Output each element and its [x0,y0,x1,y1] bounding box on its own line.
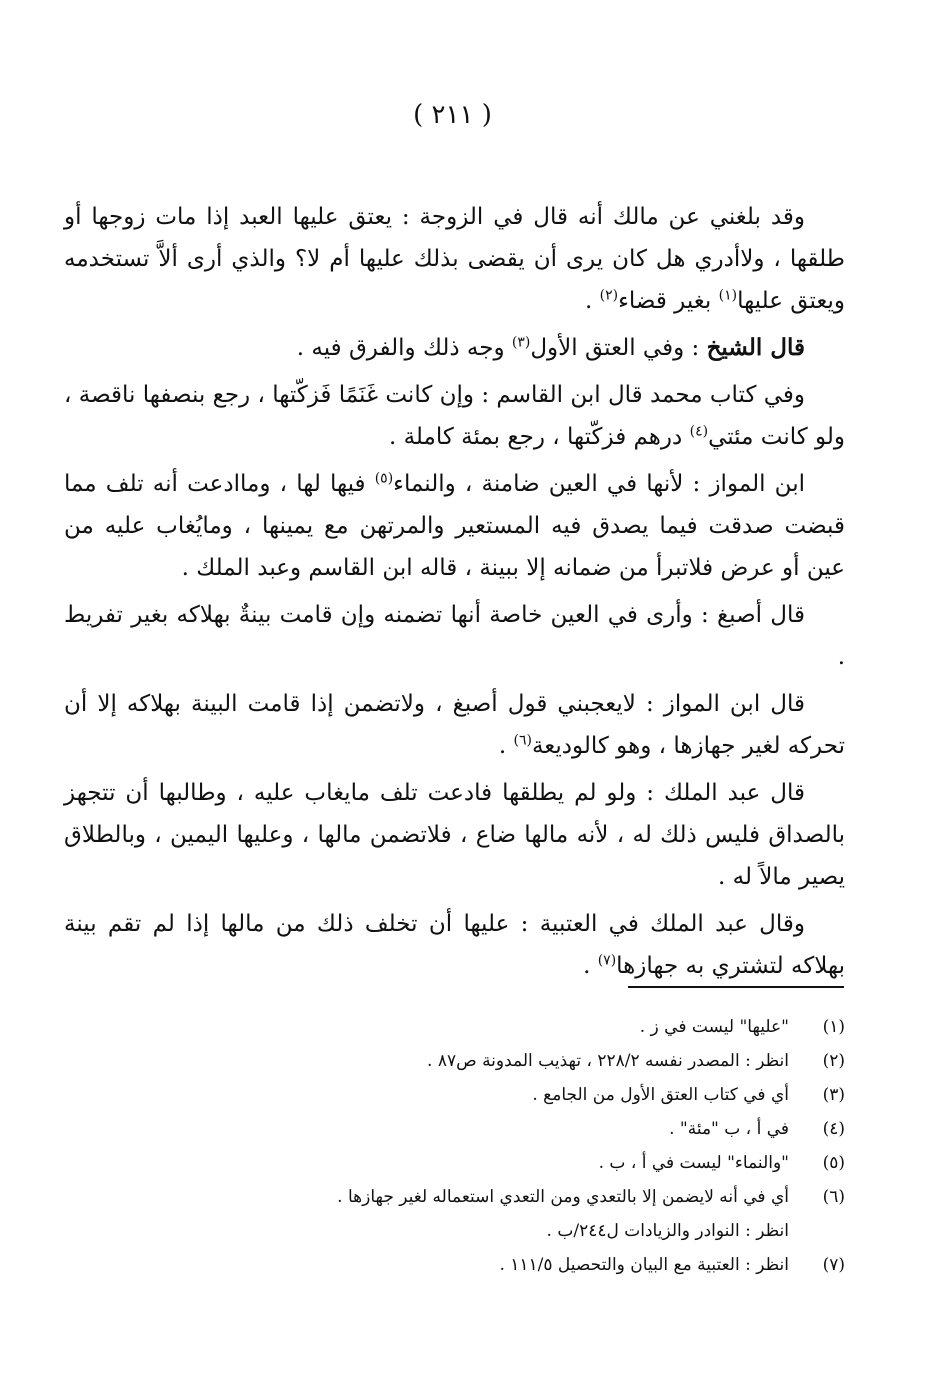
footnote-text: انظر : المصدر نفسه ٢٢٨/٢ ، تهذيب المدونة ص٨٧ . [427,1051,789,1071]
footnote [64,1180,845,1248]
footnote-text: في أ ، ب "مئة" . [669,1119,789,1139]
paragraph [64,683,845,767]
footnote [64,1078,845,1112]
footnote-number: (٢) [822,1051,845,1071]
paragraph-text: . [584,288,600,314]
paragraph-text: وقد بلغني عن مالك أنه قال في الزوجة : يعتق عليها العبد إذا مات زوجها أو طلقها ، ولاأدري هل كان يرى أن يقضى بذلك عليها أم لا؟ والذي أرى ألاَّ تستخدمه ويعتق عليها [64,204,845,314]
footnote-number: (١) [822,1017,845,1037]
footnote [64,1044,845,1078]
body-text [64,196,845,992]
paragraph-text: قال ابن المواز : لايعجبني قول أصبغ ، ولاتضمن إذا قامت البينة بهلاكه إلا أن تحركه لغير جهازها ، وهو كالوديعة [64,691,845,759]
paragraph-text: قال عبد الملك : ولو لم يطلقها فادعت تلف مايغاب عليه ، وطالبها أن تتجهز بالصداق فليس ذلك له ، لأنه مالها ضاع ، فلاتضمن مالها ، وعليها اليمين ، وبالطلاق يصير مالاً له . [64,780,845,890]
paragraph-text: . [583,953,598,979]
paragraph-text: . [498,733,514,759]
footnote-text: "والنماء" ليست في أ ، ب . [598,1153,789,1173]
footnote [64,1112,845,1146]
paragraph-text: وفي كتاب محمد قال ابن القاسم : وإن كانت غَنَمًا فَزكّتها ، رجع بنصفها ناقصة ، ولو كانت مئتي [64,382,845,450]
paragraph [64,327,845,369]
footnote-number: (٧) [822,1255,845,1275]
footnote-number: (٥) [822,1153,845,1173]
footnotes [64,1010,845,1282]
paragraph [64,196,845,322]
footnote-number: (٦) [822,1187,845,1207]
footnote-ref: (٧) [597,952,617,969]
paragraph-text: قال أصبغ : وأرى في العين خاصة أنها تضمنه وإن قامت بينةٌ بهلاكه بغير تفريط . [64,602,845,670]
paragraph [64,463,845,589]
paragraph-text: : وفي العتق الأول [530,335,707,361]
footnote [64,1248,845,1282]
footnote-text: انظر : النوادر والزيادات ل٢٤٤/ب . [546,1221,789,1241]
paragraph [64,903,845,987]
footnote-ref: (٣) [511,334,531,351]
speaker-label: قال الشيخ [706,334,805,361]
paragraph-text: بغير قضاء [618,288,719,314]
footnote-number: (٤) [822,1119,845,1139]
footnote-text: انظر : العتبية مع البيان والتحصيل ١١١/٥ . [499,1255,789,1275]
paragraph-text: فيها لها ، وماادعت أنه تلف مما قبضت صدقت فيما يصدق فيه المستعير والمرتهن مع يمينها ، ومايُغاب عليه من عين أو عرض فلاتبرأ من ضمانه إلا ببينة ، قاله ابن القاسم وعبد الملك . [64,471,845,581]
footnote-ref: (٤) [689,423,709,440]
paragraph [64,772,845,898]
footnote-ref: (٦) [513,732,532,749]
footnote-separator [628,986,844,988]
footnote-text: "عليها" ليست في ز . [639,1017,789,1037]
footnote-text: أي في كتاب العتق الأول من الجامع . [532,1085,789,1105]
footnote-ref: (٥) [374,470,394,487]
footnote [64,1010,845,1044]
paragraph-text: درهم فزكّتها ، رجع بمئة كاملة . [388,424,690,450]
paragraph-text: وقال عبد الملك في العتبية : عليها أن تخلف ذلك من مالها إذا لم تقم بينة بهلاكه لتشتري به جهازها [64,911,845,979]
paragraph-text: ابن المواز : لأنها في العين ضامنة ، والنماء [393,471,805,497]
footnote-ref: (١) [718,287,738,304]
footnote [64,1146,845,1180]
footnote-ref: (٢) [599,287,619,304]
paragraph-text: وجه ذلك والفرق فيه . [296,335,512,361]
footnote-text: أي في أنه لايضمن إلا بالتعدي ومن التعدي استعماله لغير جهازها . [337,1187,789,1207]
page-number: ( ٢١١ ) [413,100,492,130]
paragraph [64,594,845,678]
footnote-number: (٣) [822,1085,845,1105]
paragraph [64,374,845,458]
